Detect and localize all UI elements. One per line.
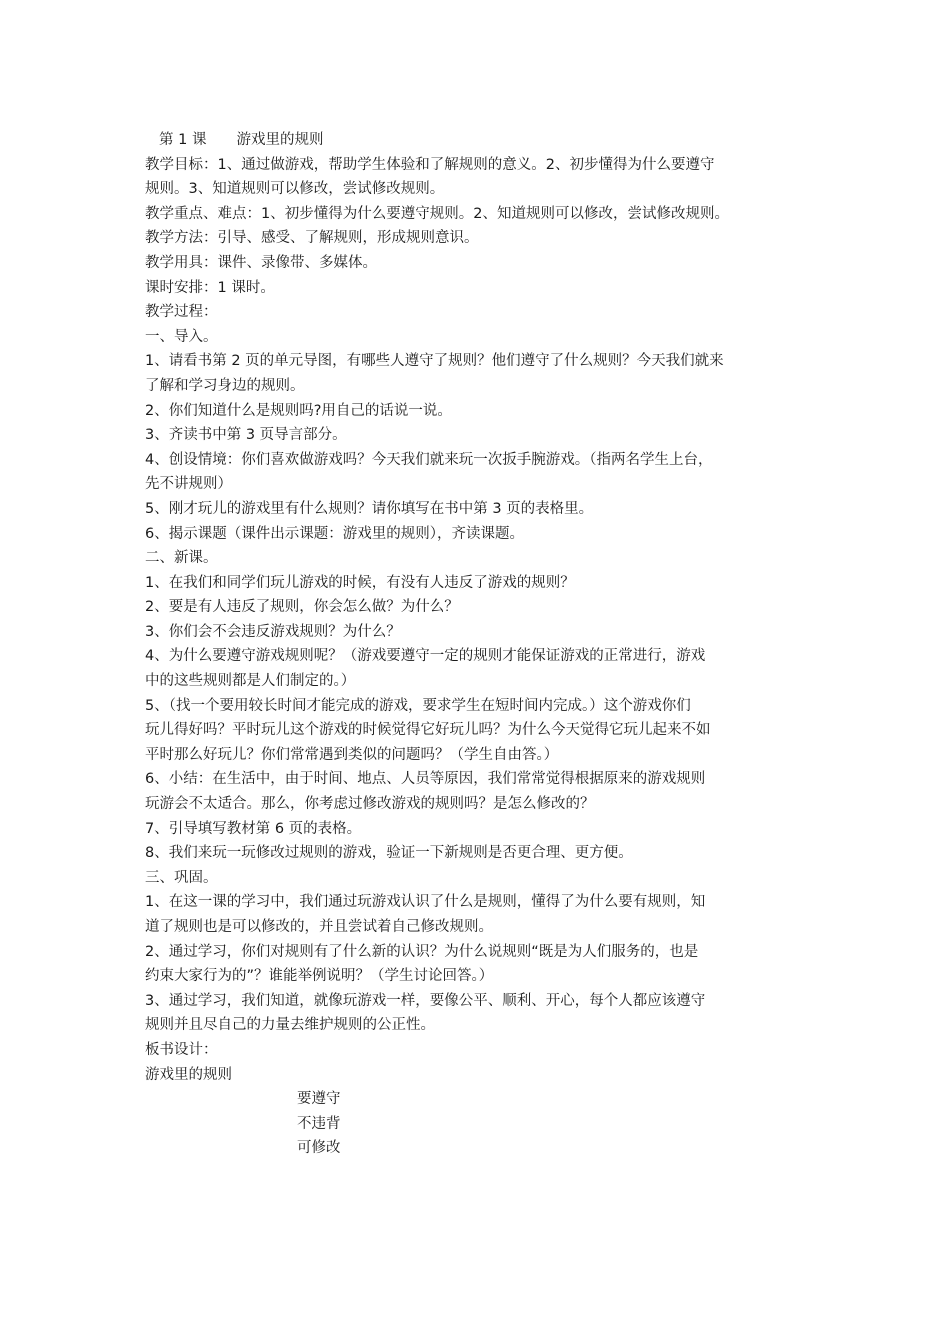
- new-item-5-line-1: 5、（找一个要用较长时间才能完成的游戏，要求学生在短时间内完成。）这个游戏你们: [145, 697, 691, 714]
- methods-line: 教学方法：引导、感受、了解规则，形成规则意识。: [145, 230, 479, 247]
- process-heading: 教学过程：: [145, 304, 218, 321]
- new-item-7: 7、引导填写教材第 6 页的表格。: [145, 820, 362, 837]
- intro-item-4-line-2: 先不讲规则）: [145, 476, 232, 493]
- intro-item-4-line-1: 4、创设情境：你们喜欢做游戏吗？今天我们就来玩一次扳手腕游戏。（指两名学生上台，: [145, 451, 713, 468]
- board-item-follow: 要遵守: [297, 1091, 341, 1108]
- lesson-plan-document: [145, 128, 825, 1161]
- new-item-4-line-1: 4、为什么要遵守游戏规则呢？（游戏要遵守一定的规则才能保证游戏的正常进行，游戏: [145, 648, 706, 665]
- board-item-modifiable: 可修改: [297, 1140, 341, 1157]
- new-item-6-line-2: 玩游会不太适合。那么，你考虑过修改游戏的规则吗？是怎么修改的？: [145, 796, 595, 813]
- review-item-3-line-2: 规则并且尽自己的力量去维护规则的公正性。: [145, 1017, 435, 1034]
- new-item-4-line-2: 中的这些规则都是人们制定的。）: [145, 673, 356, 690]
- lesson-name: 游戏里的规则: [236, 132, 324, 148]
- review-item-1-line-1: 1、在这一课的学习中，我们通过玩游戏认识了什么是规则，懂得了为什么要有规则，知: [145, 894, 706, 911]
- review-item-3-line-1: 3、通过学习，我们知道，就像玩游戏一样，要像公平、顺利、开心，每个人都应该遵守: [145, 992, 706, 1009]
- intro-item-1-line-2: 了解和学习身边的规则。: [145, 377, 305, 394]
- new-item-5-line-2: 玩儿得好吗？平时玩儿这个游戏的时候觉得它好玩儿吗？为什么今天觉得它玩儿起来不如: [145, 722, 711, 739]
- board-design-heading: 板书设计：: [145, 1041, 218, 1058]
- intro-item-5: 5、刚才玩儿的游戏里有什么规则？请你填写在书中第 3 页的表格里。: [145, 500, 594, 517]
- objectives-line-2: 规则。3、知道规则可以修改，尝试修改规则。: [145, 181, 445, 198]
- key-points-line: 教学重点、难点：1、初步懂得为什么要遵守规则。2、知道规则可以修改，尝试修改规则。: [145, 205, 729, 222]
- review-item-2-line-1: 2、通过学习，你们对规则有了什么新的认识？为什么说规则“既是为人们服务的，也是: [145, 943, 699, 960]
- section-new-lesson-heading: 二、新课。: [145, 550, 218, 567]
- section-review-heading: 三、巩固。: [145, 869, 218, 886]
- new-item-5-line-3: 平时那么好玩儿？你们常常遇到类似的问题吗？（学生自由答。）: [145, 746, 559, 763]
- schedule-line: 课时安排：1 课时。: [145, 279, 275, 296]
- objectives-line-1: 教学目标：1、通过做游戏，帮助学生体验和了解规则的意义。2、初步懂得为什么要遵守: [145, 156, 715, 173]
- section-intro-heading: 一、导入。: [145, 328, 218, 345]
- new-item-8: 8、我们来玩一玩修改过规则的游戏，验证一下新规则是否更合理、更方便。: [145, 845, 633, 862]
- intro-item-2: 2、你们知道什么是规则吗?用自己的话说一说。: [145, 402, 452, 419]
- board-title: 游戏里的规则: [145, 1066, 232, 1083]
- review-item-1-line-2: 道了规则也是可以修改的，并且尝试着自己修改规则。: [145, 919, 493, 935]
- review-item-2-line-2: 约束大家行为的”？谁能举例说明？（学生讨论回答。）: [145, 968, 494, 985]
- lesson-title: [145, 128, 825, 153]
- intro-item-1-line-1: 1、请看书第 2 页的单元导图，有哪些人遵守了规则？他们遵守了什么规则？今天我们就来: [145, 353, 724, 370]
- new-item-2: 2、要是有人违反了规则，你会怎么做？为什么？: [145, 599, 459, 616]
- tools-line: 教学用具：课件、录像带、多媒体。: [145, 254, 377, 271]
- intro-item-6: 6、揭示课题（课件出示课题：游戏里的规则），齐读课题。: [145, 525, 524, 542]
- new-item-3: 3、你们会不会违反游戏规则？为什么？: [145, 623, 401, 640]
- board-item-not-violate: 不违背: [297, 1115, 341, 1132]
- new-item-6-line-1: 6、小结：在生活中，由于时间、地点、人员等原因，我们常常觉得根据原来的游戏规则: [145, 771, 706, 788]
- lesson-number: 第 1 课: [159, 132, 207, 148]
- new-item-1: 1、在我们和同学们玩儿游戏的时候，有没有人违反了游戏的规则？: [145, 574, 575, 591]
- intro-item-3: 3、齐读书中第 3 页导言部分。: [145, 427, 347, 444]
